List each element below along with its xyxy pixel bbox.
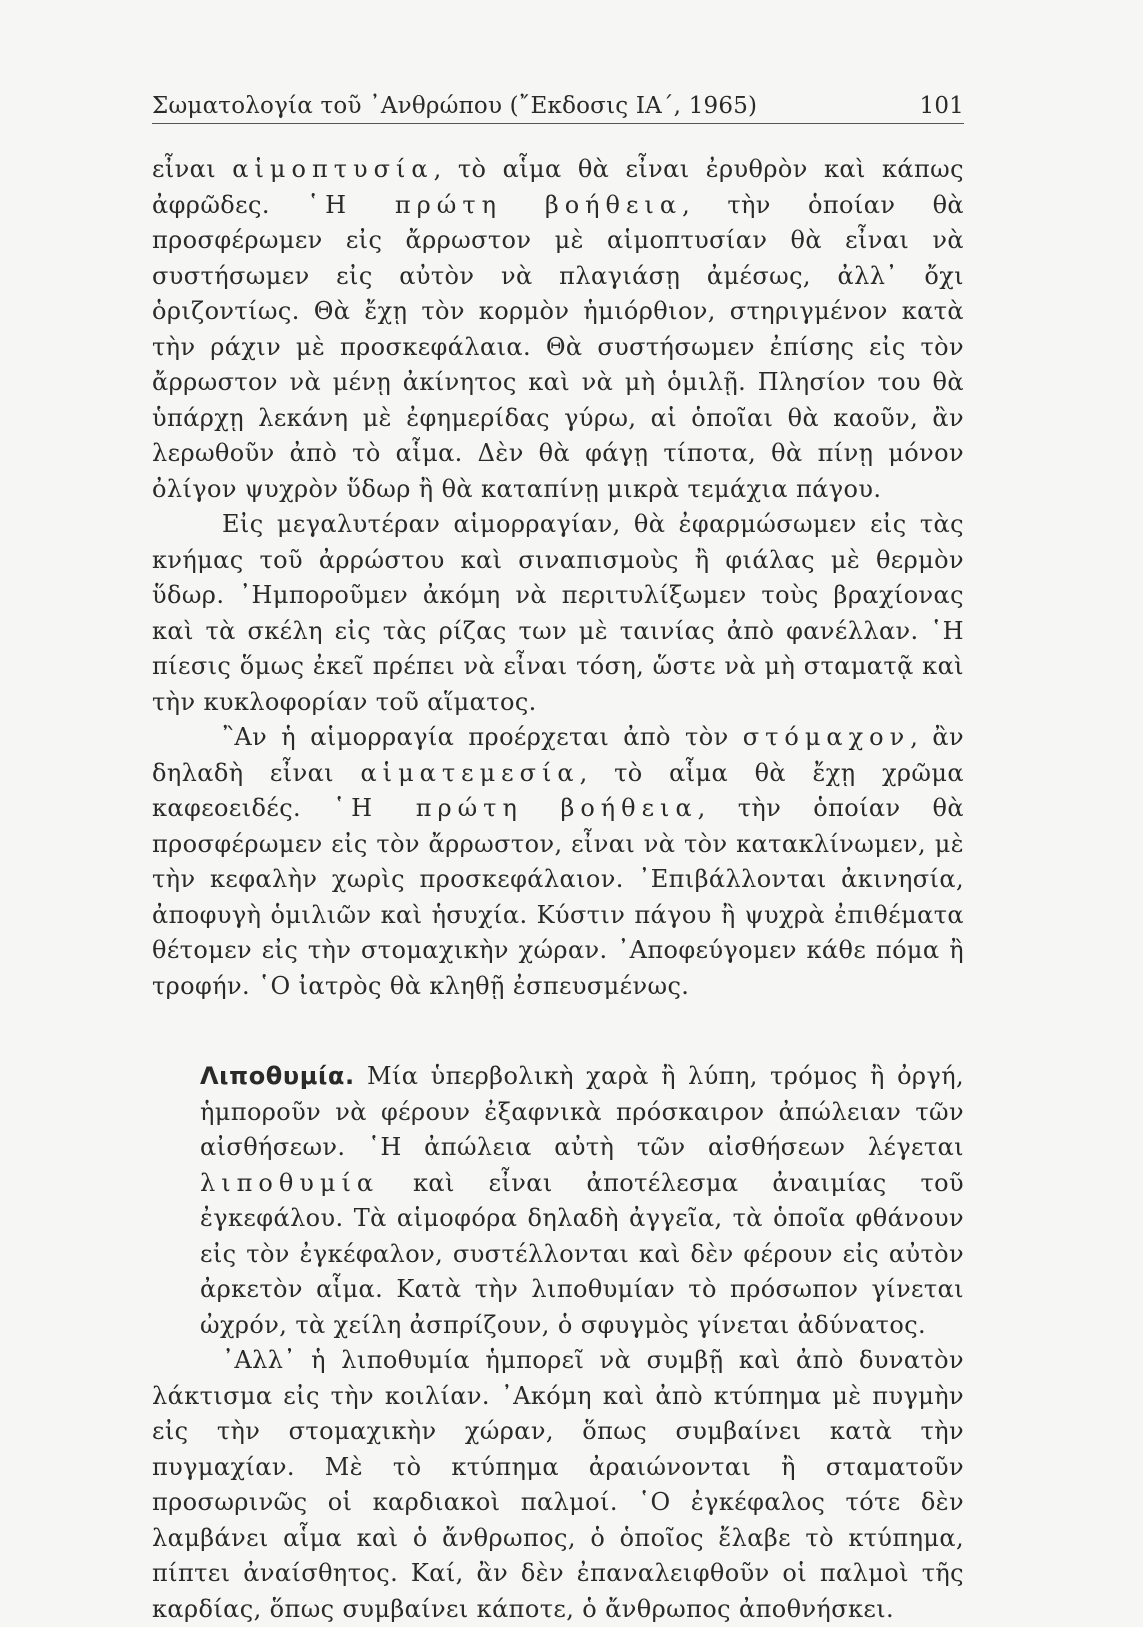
page-number: 101 xyxy=(919,93,964,119)
text-run: εἶναι xyxy=(152,155,233,183)
spaced-term: ῾Η πρώτη βοήθεια xyxy=(333,794,698,822)
text-run: καὶ εἶναι ἀποτέλεσμα ἀναιμίας τοῦ ἐγκεφάλου. Τὰ αἱμοφόρα δηλαδὴ ἀγγεῖα, τὰ ὁποῖα φθάνουν εἰς τὸν ἐγκέφαλον, συστέλλονται καὶ δὲν φέρουν εἰς αὐτὸν ἀρκετὸν αἷμα. Κατὰ τὴν λιποθυμίαν τὸ πρόσωπον γίνεται ὠχρόν, τὰ χείλη ἀσπρίζουν, ὁ σφυγμὸς γίνεται ἀδύνατος. xyxy=(200,1168,964,1339)
text-run: Μία ὑπερβολικὴ χαρὰ ἢ λύπη, τρόμος ἢ ὀργή, ἡμποροῦν νὰ φέρουν ἐξαφνικὰ πρόσκαιρον ἀπώλειαν τῶν αἰσθήσεων. ῾Η ἀπώλεια αὐτὴ τῶν αἰσθήσεων λέγεται xyxy=(200,1062,964,1161)
running-header xyxy=(152,84,964,124)
paragraph xyxy=(152,720,964,1004)
paragraph xyxy=(152,152,964,507)
paragraph: Εἰς μεγαλυτέραν αἱμορραγίαν, θὰ ἐφαρμώσωμεν εἰς τὰς κνήμας τοῦ ἀρρώστου καὶ σιναπισμοὺς ἢ φιάλας μὲ θερμὸν ὕδωρ. ᾿Ημποροῦμεν ἀκόμη νὰ περιτυλίξωμεν τοὺς βραχίονας καὶ τὰ σκέλη εἰς τὰς ρίζας των μὲ ταινίας ἀπὸ φανέλλαν. ῾Η πίεσις ὅμως ἐκεῖ πρέπει νὰ εἶναι τόση, ὥστε νὰ μὴ σταματᾷ καὶ τὴν κυκλοφορίαν τοῦ αἵματος. xyxy=(152,510,964,716)
page-body xyxy=(152,152,964,1627)
section-heading: Λιποθυμία. xyxy=(200,1062,355,1090)
paragraph: ᾿Αλλ᾿ ἡ λιποθυμία ἡμπορεῖ νὰ συμβῇ καὶ ἀπὸ δυνατὸν λάκτισμα εἰς τὴν κοιλίαν. ᾿Ακόμη καὶ ἀπὸ κτύπημα μὲ πυγμὴν εἰς τὴν στομαχικὴν χώραν, ὅπως συμβαίνει κατὰ τὴν πυγμαχίαν. Μὲ τὸ κτύπημα ἀραιώνονται ἢ σταματοῦν προσωρινῶς οἱ καρδιακοὶ παλμοί. ῾Ο ἐγκέφαλος τότε δὲν λαμβάνει αἷμα καὶ ὁ ἄνθρωπος, ὁ ὁποῖος ἔλαβε τὸ κτύπημα, πίπτει ἀναίσθητος. Καί, ἂν δὲν ἐπαναλειφθοῦν οἱ παλμοὶ τῆς καρδίας, ὅπως συμβαίνει κάποτε, ὁ ἄνθρωπος ἀποθνήσκει. xyxy=(152,1346,964,1623)
spaced-term: αἱμοπτυσία xyxy=(232,155,434,183)
spaced-term: λιποθυμία xyxy=(200,1168,380,1197)
spaced-term: στόμαχον xyxy=(742,723,911,751)
spaced-term: ῾Η πρώτη βοήθεια xyxy=(307,190,683,219)
text-run: , τὴν ὁποίαν θὰ προσφέρωμεν εἰς ἄρρωστον μὲ αἱμοπτυσίαν θὰ εἶναι νὰ συστήσωμεν εἰς αὐτὸν νὰ πλαγιάσῃ ἀμέσως, ἀλλ᾿ ὄχι ὁριζοντίως. Θὰ ἔχῃ τὸν κορμὸν ἡμιόρθιον, στηριγμένον κατὰ τὴν ράχιν μὲ προσκεφάλαια. Θὰ συστήσωμεν ἐπίσης εἰς τὸν ἄρρωστον νὰ μένῃ ἀκίνητος καὶ νὰ μὴ ὁμιλῇ. Πλησίον του θὰ ὑπάρχῃ λεκάνη μὲ ἐφημερίδας γύρω, αἱ ὁποῖαι θὰ καοῦν, ἂν λερωθοῦν ἀπὸ τὸ αἷμα. Δὲν θὰ φάγῃ τίποτα, θὰ πίνῃ μόνον ὀλίγον ψυχρὸν ὕδωρ ἢ θὰ καταπίνῃ μικρὰ τεμάχια πάγου. xyxy=(152,190,965,503)
text-run: ῍Αν ἡ αἱμορραγία προέρχεται ἀπὸ τὸν xyxy=(222,723,743,751)
text-run: , τὸ αἷμα θὰ εἶναι ἐρυθρὸν καὶ κάπως ἀφρῶδες. xyxy=(152,155,964,219)
text-run: , τὴν ὁποίαν θὰ προσφέρωμεν εἰς τὸν ἄρρωστον, εἶναι νὰ τὸν κατακλίνωμεν, μὲ τὴν κεφαλὴν χωρὶς προσκεφάλαιον. ᾿Επιβάλλονται ἀκινησία, ἀποφυγὴ ὁμιλιῶν καὶ ἡσυχία. Κύστιν πάγου ἢ ψυχρὰ ἐπιθέματα θέτομεν εἰς τὴν στομαχικὴν χώραν. ᾿Αποφεύγομεν κάθε πόμα ἢ τροφήν. ῾Ο ἰατρὸς θὰ κληθῇ ἐσπευσμένως. xyxy=(152,794,965,1000)
spaced-term: αἱματεμεσία xyxy=(360,758,580,787)
text-run: , ἂν δηλαδὴ εἶναι xyxy=(152,723,964,787)
section-gap xyxy=(152,1004,964,1059)
paragraph xyxy=(152,1059,964,1343)
text-run: , τὸ αἷμα θὰ ἔχῃ χρῶμα καφεοειδές. xyxy=(152,758,964,822)
running-title: Σωματολογία τοῦ ᾿Ανθρώπου (῎Εκδοσις ΙΑ΄, 1965) xyxy=(152,93,758,119)
